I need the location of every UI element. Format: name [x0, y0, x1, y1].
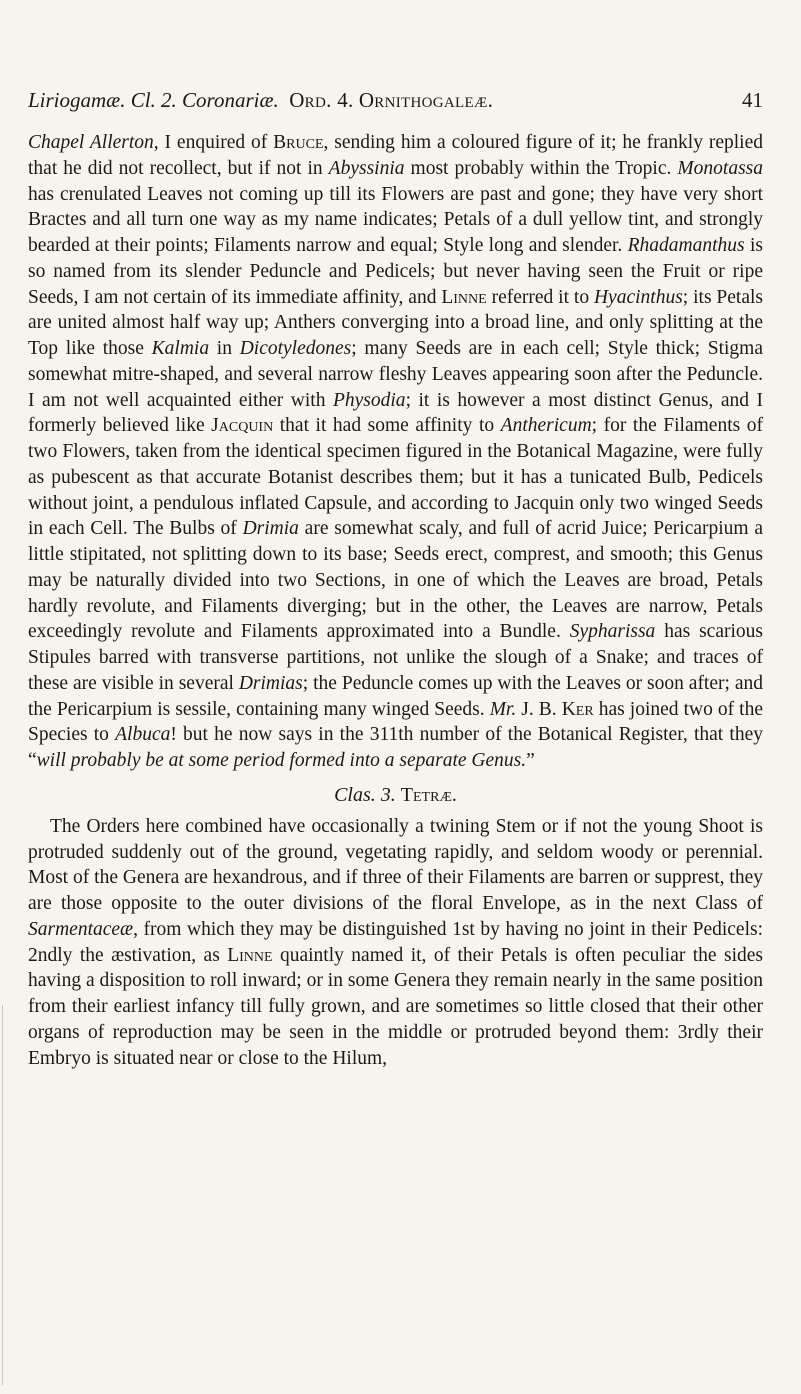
genus-name: Hyacinthus — [593, 286, 683, 308]
person-name: Ker — [561, 698, 594, 720]
text-run: has scarious Stipules barred with transverse partitions, not unlike the slough of a Snake; and traces of these are visible in several — [28, 621, 763, 694]
header-ord: Ord. 4. — [289, 88, 354, 112]
text-run: The Orders here combined have occasionally a twining Stem or if not the young Shoot is protruded suddenly out of the ground, vegetating rapidly, and seldom woody or perennial. Most of the Genera are hexandrous, and if three of their Filaments are barren or supprest, they are those opposite to the outer divisions of the floral Envelope, as in the next Class of — [28, 815, 763, 914]
header-class-name: Coronariæ. — [182, 88, 279, 112]
header-family: Liriogamæ. — [28, 88, 126, 112]
paragraph-1 — [28, 130, 763, 774]
page-body — [28, 130, 763, 1071]
paragraph-2 — [28, 814, 763, 1072]
text-run: I enquired of — [158, 132, 274, 153]
title-mr: Mr. — [489, 698, 517, 720]
text-run: ; for the Filaments of two Flowers, taken from the identical specimen figured in the Botanical Magazine, were fully as pubescent as that accurate Botanist describes them; but it has a tunicated Bulb, Pedicels without joint, a pendulous inflated Capsule, and according to Jacquin only two winged Seeds in each Cell. The Bulbs of — [28, 415, 763, 540]
genus-name: Drimia — [242, 518, 299, 540]
genus-name: Anthericum — [500, 415, 592, 437]
text-run: ! but he now says in the 311th number of the Botanical Register, that they “ — [28, 724, 763, 771]
section-heading — [28, 782, 763, 808]
taxon-name: Dicotyledones — [239, 338, 352, 359]
person-name: Linne — [227, 944, 273, 966]
text-run: , from which they may be distinguished 1st by having no joint in their Pedicels: 2ndly the æstivation, as — [28, 918, 763, 966]
person-name: Bruce — [273, 132, 324, 153]
heading-name: Tetræ. — [400, 783, 457, 806]
text-run: ” — [526, 750, 535, 771]
text-run: quaintly named it, of their Petals is often peculiar the sides having a disposition to roll inward; or in some Genera they remain nearly in the same position from their earliest infancy till fully grown, and are sometimes so little closed that their other organs of reproduction may be seen in the middle or protruded beyond them: 3rdly their Embryo is situated near or close to the Hilum, — [28, 944, 764, 1069]
person-name: Jacquin — [211, 415, 274, 437]
gutter-shadow — [2, 1005, 3, 1385]
text-run: J. B. — [516, 698, 562, 720]
text-run: in — [209, 338, 240, 359]
text-run: that it had some affinity to — [273, 415, 501, 437]
genus-name: Monotassa — [677, 157, 764, 179]
genus-name: Drimias — [238, 672, 303, 694]
header-cl: Cl. 2. — [130, 88, 177, 112]
class-name: Sarmentaceæ — [28, 918, 134, 940]
person-name: Linne — [441, 286, 487, 308]
genus-name: Rhadamanthus — [627, 235, 745, 256]
heading-clas: Clas. 3. — [334, 783, 396, 806]
running-header — [28, 88, 763, 113]
text-run: has crenulated Leaves not coming up till its Flowers are past and gone; they have very short Bractes and all turn one way as my name indicates; Petals of a dull yellow tint, and strongly bearded at their points; Filaments narrow and equal; Style long and slender. — [28, 183, 763, 256]
text-run: ; it is however a most distinct Genus, and I formerly believed like — [28, 389, 763, 437]
genus-name: Albuca — [115, 724, 171, 746]
text-run: ; the Peduncle comes up with the Leaves or soon after; and the Pericarpium is sessile, containing many winged Seeds. — [28, 672, 763, 720]
genus-name: Kalmia — [151, 338, 210, 359]
text-run: ; many Seeds are in each cell; Style thick; Stigma somewhat mitre-shaped, and several narrow fleshy Leaves appearing soon after the Peduncle. I am not well acquainted either with — [28, 338, 764, 411]
place-name: Abyssinia — [328, 157, 405, 179]
text-run: has joined two of the Species to — [28, 698, 763, 746]
page-number: 41 — [742, 88, 763, 112]
place-name: Chapel Allerton, — [28, 132, 159, 153]
header-order-name: Ornithogaleæ. — [358, 88, 494, 112]
quotation: will probably be at some period formed into a separate Genus. — [36, 750, 527, 771]
text-run: is so named from its slender Peduncle and Pedicels; but never having seen the Fruit or ripe Seeds, I am not certain of its immediate affinity, and — [28, 235, 763, 308]
text-run: are somewhat scaly, and full of acrid Juice; Pericarpium a little stipitated, not splitting down to its base; Seeds erect, comprest, and smooth; this Genus may be naturally divided into two Sections, in one of which the Leaves are broad, Petals hardly revolute, and Filaments diverging; but in the other, the Leaves are narrow, Petals exceedingly revolute and Filaments approximated into a Bundle. — [28, 518, 764, 643]
genus-name: Sypharissa — [569, 621, 656, 643]
text-run: most probably within the Tropic. — [404, 157, 678, 179]
header-classification — [28, 88, 493, 113]
genus-name: Physodia — [332, 389, 406, 411]
text-run: , sending him a coloured figure of it; he frankly replied that he did not recollect, but if not in — [28, 132, 763, 179]
text-run: referred it to — [486, 286, 594, 308]
text-run: ; its Petals are united almost half way up; Anthers converging into a broad line, and only splitting at the Top like those — [28, 286, 763, 359]
